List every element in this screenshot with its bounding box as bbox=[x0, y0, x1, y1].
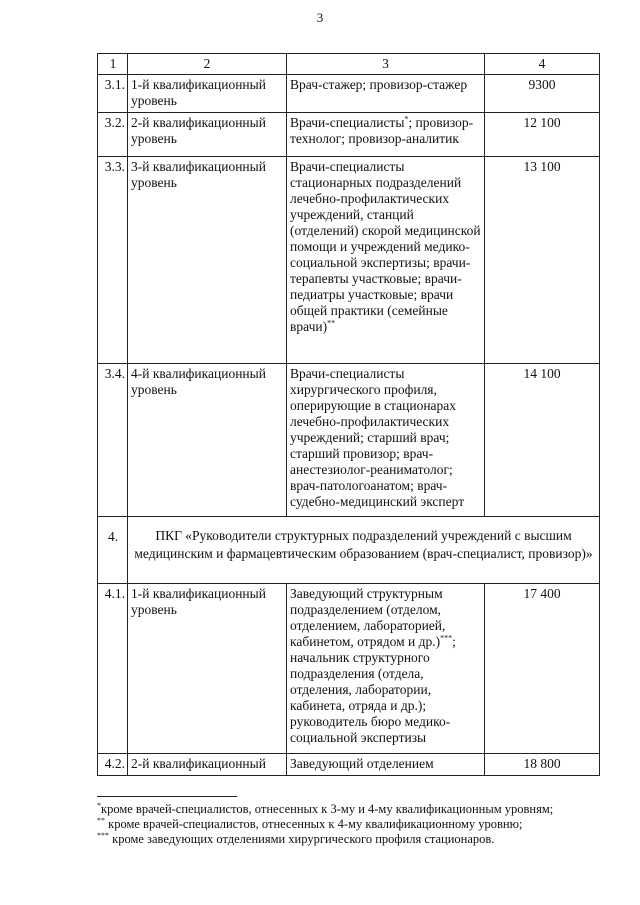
positions-cell bbox=[287, 75, 485, 113]
header-col-3: 3 bbox=[287, 54, 485, 75]
row-number: 3.2. bbox=[98, 113, 128, 157]
footnote-mark: *** bbox=[97, 830, 109, 840]
table-row bbox=[98, 113, 600, 157]
footnote-mark: ** bbox=[327, 318, 336, 328]
positions-cell bbox=[287, 113, 485, 157]
footnote-divider bbox=[97, 796, 237, 797]
page-number: 3 bbox=[316, 10, 324, 25]
header-col-2: 2 bbox=[128, 54, 287, 75]
table-row bbox=[98, 157, 600, 364]
positions-text: Заведующий отделением bbox=[290, 756, 434, 771]
qualification-level: 1-й квалификационный уровень bbox=[128, 584, 287, 754]
footnote-text: кроме врачей-специалистов, отнесенных к 4-му квалификационному уровню; bbox=[105, 817, 523, 831]
table-row bbox=[98, 75, 600, 113]
row-number: 4.2. bbox=[98, 754, 128, 776]
salary-cell: 13 100 bbox=[485, 157, 600, 364]
qualification-level: 4-й квалификационный уровень bbox=[128, 364, 287, 517]
positions-cell bbox=[287, 364, 485, 517]
footnote-mark: * bbox=[97, 800, 101, 810]
positions-text: Заведующий структурным подразделением (отделом, отделением, лабораторией, кабинетом, отрядом и др.) bbox=[290, 586, 446, 649]
salary-cell: 17 400 bbox=[485, 584, 600, 754]
table-row bbox=[98, 754, 600, 776]
positions-cell bbox=[287, 157, 485, 364]
qualification-level: 3-й квалификационный уровень bbox=[128, 157, 287, 364]
positions-cell bbox=[287, 754, 485, 776]
salary-cell: 18 800 bbox=[485, 754, 600, 776]
positions-text-cont: ; начальник структурного подразделения (отдела, отделения, лаборатории, кабинета, отряда и др.); руководитель бюро медико-социальной экспертизы bbox=[290, 634, 456, 745]
group-number: 4. bbox=[98, 517, 128, 584]
row-number: 3.1. bbox=[98, 75, 128, 113]
row-number: 3.3. bbox=[98, 157, 128, 364]
footnote-text: кроме врачей-специалистов, отнесенных к 3-му и 4-му квалификационным уровням; bbox=[101, 802, 554, 816]
row-number: 4.1. bbox=[98, 584, 128, 754]
row-number: 3.4. bbox=[98, 364, 128, 517]
group-row bbox=[98, 517, 600, 584]
positions-text: Врачи-специалисты хирургического профиля, оперирующие в стационарах лечебно-профилактических учреждений; старший врач; старший провизор; врач-анестезиолог-реаниматолог; врач-патологоанатом; врач-судебно-медицинский эксперт bbox=[290, 366, 465, 509]
qualification-table bbox=[97, 53, 600, 776]
salary-cell: 12 100 bbox=[485, 113, 600, 157]
header-col-4: 4 bbox=[485, 54, 600, 75]
footnote-mark: *** bbox=[440, 633, 453, 643]
positions-text: Врачи-специалисты bbox=[290, 115, 405, 130]
footnote-text: кроме заведующих отделениями хирургического профиля стационаров. bbox=[109, 832, 495, 846]
qualification-level: 2-й квалификационный bbox=[128, 754, 287, 776]
table-row bbox=[98, 364, 600, 517]
positions-text-cont: ; провизор-технолог; провизор-аналитик bbox=[290, 115, 474, 146]
footnote bbox=[97, 832, 617, 847]
footnote-mark: ** bbox=[97, 815, 105, 825]
footnote bbox=[97, 817, 617, 832]
footnote bbox=[97, 802, 617, 817]
positions-text: Врачи-специалисты стационарных подразделений лечебно-профилактических учреждений, станций (отделений) скорой медицинской помощи и учреждений медико-социальной экспертизы; врачи-терапевты участковые; врачи-педиатры участковые; врачи общей практики (семейные врачи) bbox=[290, 159, 481, 334]
qualification-level: 1-й квалификационный уровень bbox=[128, 75, 287, 113]
table-row bbox=[98, 584, 600, 754]
footnote-mark: * bbox=[404, 114, 409, 124]
salary-cell: 9300 bbox=[485, 75, 600, 113]
footnotes bbox=[97, 802, 617, 847]
group-title: ПКГ «Руководители структурных подразделений учреждений с высшим медицинским и фармацевтическим образованием (врач-специалист, провизор)» bbox=[128, 517, 600, 584]
table-header-row bbox=[98, 54, 600, 75]
salary-cell: 14 100 bbox=[485, 364, 600, 517]
positions-cell bbox=[287, 584, 485, 754]
positions-text: Врач-стажер; провизор-стажер bbox=[290, 77, 468, 92]
qualification-level: 2-й квалификационный уровень bbox=[128, 113, 287, 157]
header-col-1: 1 bbox=[98, 54, 128, 75]
